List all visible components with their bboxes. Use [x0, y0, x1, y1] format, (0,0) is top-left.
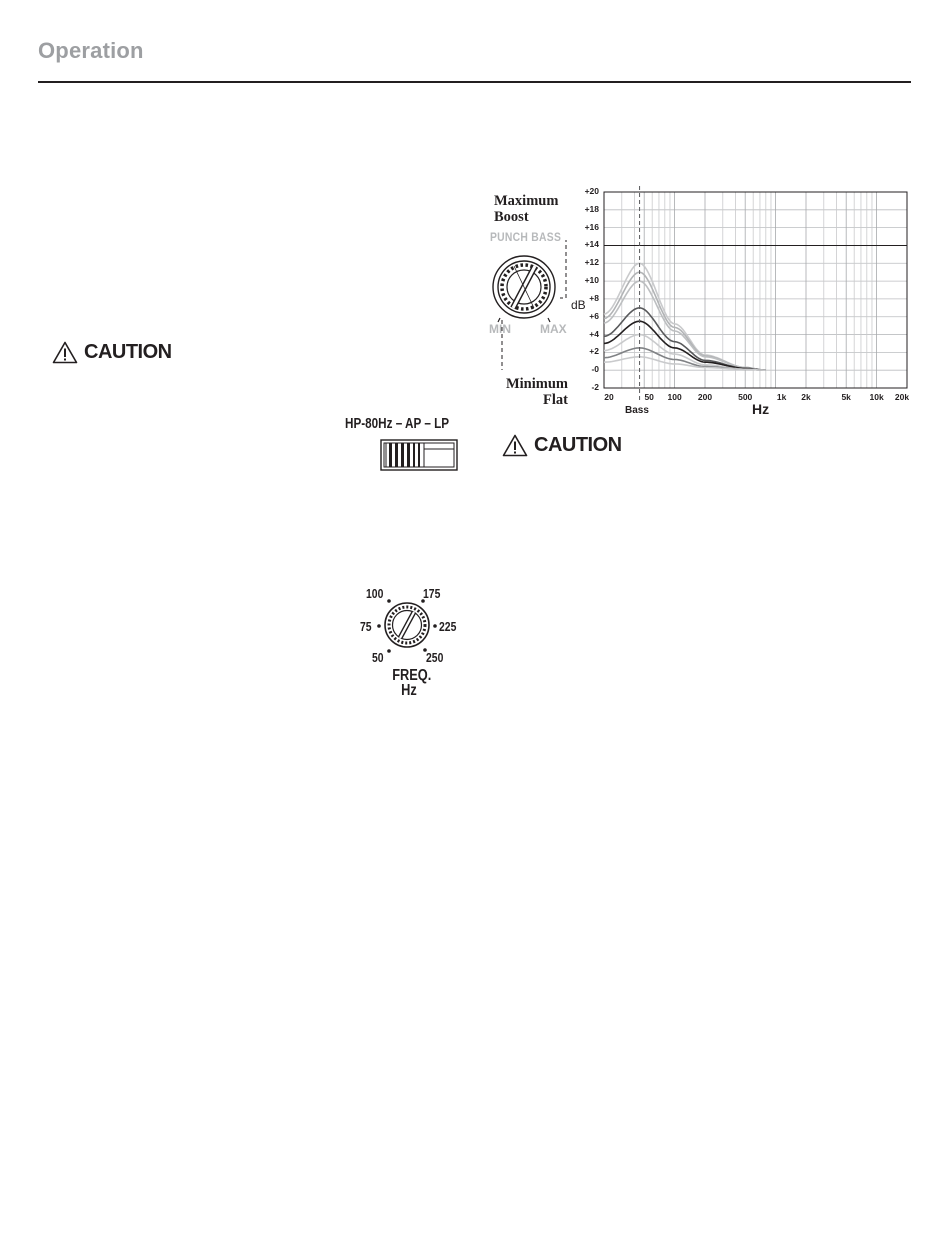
- y-tick-label: +8: [589, 292, 599, 303]
- x-tick-label: 10k: [869, 392, 884, 402]
- x-tick-label: 1k: [776, 392, 787, 402]
- freq-label-225: 225: [439, 619, 457, 634]
- crossover-switch[interactable]: [380, 439, 458, 471]
- y-tick-label: +2: [589, 346, 599, 357]
- series-line-4: [604, 308, 766, 370]
- series-line-2: [604, 272, 766, 370]
- x-tick-label: 20k: [894, 392, 910, 402]
- y-tick-label: +14: [584, 239, 599, 250]
- punch-min-label: MIN: [489, 322, 511, 336]
- x-axis-label: Hz: [752, 401, 770, 417]
- bass-annotation: Bass: [625, 405, 649, 416]
- minimum-flat-line2: Flat: [543, 392, 568, 408]
- caution-label: CAUTION: [534, 434, 622, 456]
- punch-bass-label: PUNCH BASS: [490, 232, 562, 244]
- x-tick-label: 50: [644, 392, 654, 402]
- punch-bass-knob-group: [486, 240, 576, 380]
- y-tick-label: -0: [591, 364, 599, 375]
- series-line-5: [604, 321, 766, 370]
- minimum-flat-line1: Minimum: [505, 376, 568, 392]
- y-tick-label: +20: [584, 186, 599, 196]
- y-tick-label: -2: [591, 382, 599, 392]
- punch-bass-knob[interactable]: [493, 256, 555, 318]
- y-tick-label: +18: [584, 203, 599, 214]
- minimum-flat-label: [505, 376, 568, 408]
- series-line-1: [604, 263, 766, 370]
- y-tick-label: +12: [584, 257, 599, 268]
- series-line-3: [604, 281, 766, 370]
- freq-label-250: 250: [426, 650, 444, 665]
- x-tick-label: 2k: [801, 392, 811, 402]
- x-tick-label: 200: [697, 392, 713, 402]
- y-tick-label: +16: [584, 221, 599, 232]
- y-axis-label: dB: [571, 298, 586, 312]
- crossover-switch-label: HP-80Hz – AP – LP: [345, 415, 450, 432]
- warning-icon: [502, 434, 528, 457]
- x-tick-label: 500: [738, 392, 753, 402]
- freq-label-75: 75: [360, 619, 372, 634]
- series-line-8: [604, 357, 766, 370]
- freq-label-175: 175: [423, 586, 441, 601]
- caution-heading-right: [502, 434, 622, 457]
- freq-label-100: 100: [366, 586, 384, 601]
- caution-heading-left: [52, 341, 172, 364]
- series-line-6: [604, 335, 766, 371]
- caution-label: CAUTION: [84, 341, 172, 363]
- freq-label-50: 50: [372, 650, 384, 665]
- y-tick-label: +6: [589, 310, 599, 321]
- maximum-boost-line2: Boost: [494, 209, 529, 225]
- warning-icon: [52, 341, 78, 364]
- freq-title-line2: Hz: [401, 682, 417, 699]
- punch-max-label: MAX: [540, 322, 567, 336]
- x-tick-label: 100: [667, 392, 682, 402]
- series-line-7: [604, 348, 766, 370]
- plot-frame: [604, 192, 907, 388]
- section-title: Operation: [38, 38, 144, 63]
- y-tick-label: +4: [589, 328, 599, 339]
- freq-title-line1: FREQ.: [392, 667, 432, 684]
- maximum-boost-line1: Maximum: [494, 193, 559, 209]
- x-tick-label: 5k: [841, 392, 851, 402]
- header-rule: [38, 81, 911, 83]
- maximum-boost-label: [494, 193, 558, 225]
- switch-slider[interactable]: [386, 443, 424, 467]
- freq-knob-title: [392, 667, 432, 699]
- x-tick-label: 20: [604, 392, 614, 402]
- y-tick-label: +10: [584, 275, 599, 286]
